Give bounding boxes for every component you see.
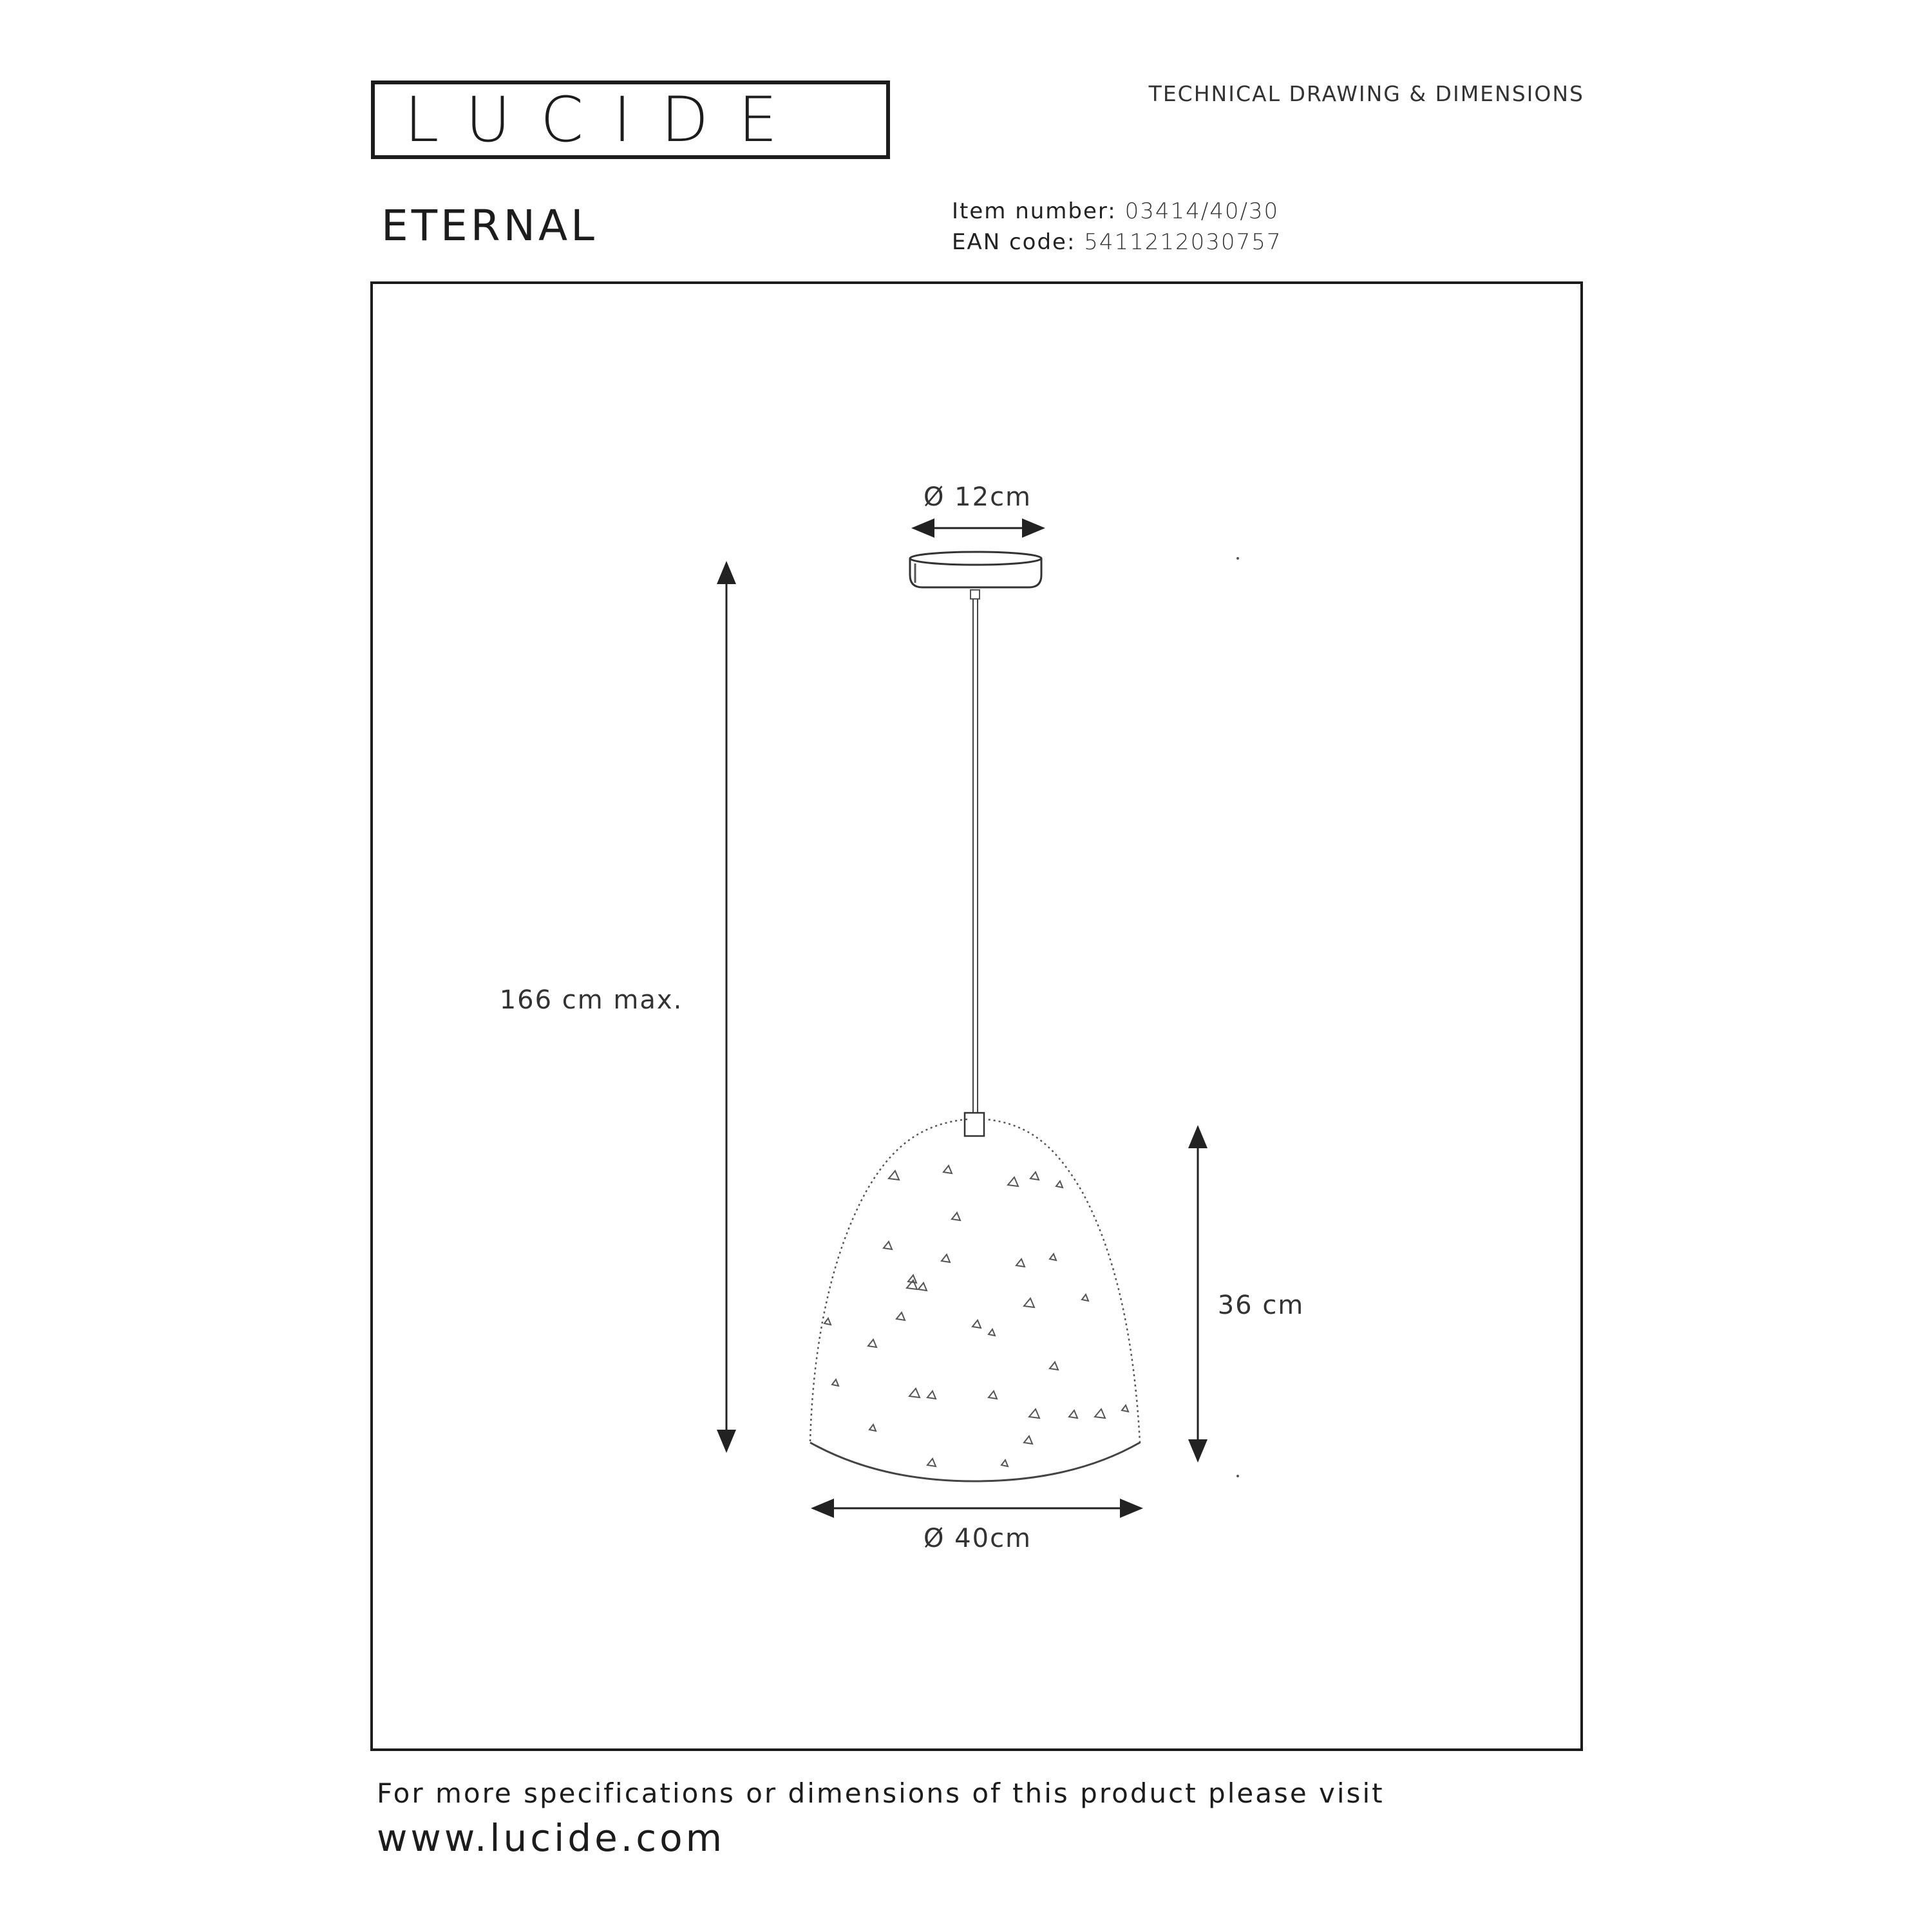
ean-value: 5411212030757	[1084, 229, 1282, 255]
footer-text: For more specifications or dimensions of this product please visit	[377, 1777, 1385, 1809]
total-height-label: 166 cm max.	[499, 985, 683, 1015]
ean-label: EAN code:	[952, 229, 1076, 255]
brand-logo: LUCIDE	[404, 84, 807, 156]
canopy-diameter-label: Ø 12cm	[923, 482, 1032, 512]
document-subtitle: TECHNICAL DRAWING & DIMENSIONS	[1148, 81, 1584, 106]
ceiling-canopy	[910, 552, 1041, 587]
product-name: ETERNAL	[381, 201, 598, 251]
shade-pattern	[824, 1166, 1128, 1466]
suspension-cable	[965, 590, 984, 1136]
shade-diameter-label: Ø 40cm	[923, 1524, 1032, 1553]
website-link[interactable]: www.lucide.com	[377, 1816, 726, 1860]
lamp-shade	[810, 1119, 1140, 1481]
shade-height-label: 36 cm	[1217, 1291, 1305, 1320]
item-number-label: Item number:	[952, 198, 1117, 224]
item-number-value: 03414/40/30	[1124, 198, 1280, 224]
